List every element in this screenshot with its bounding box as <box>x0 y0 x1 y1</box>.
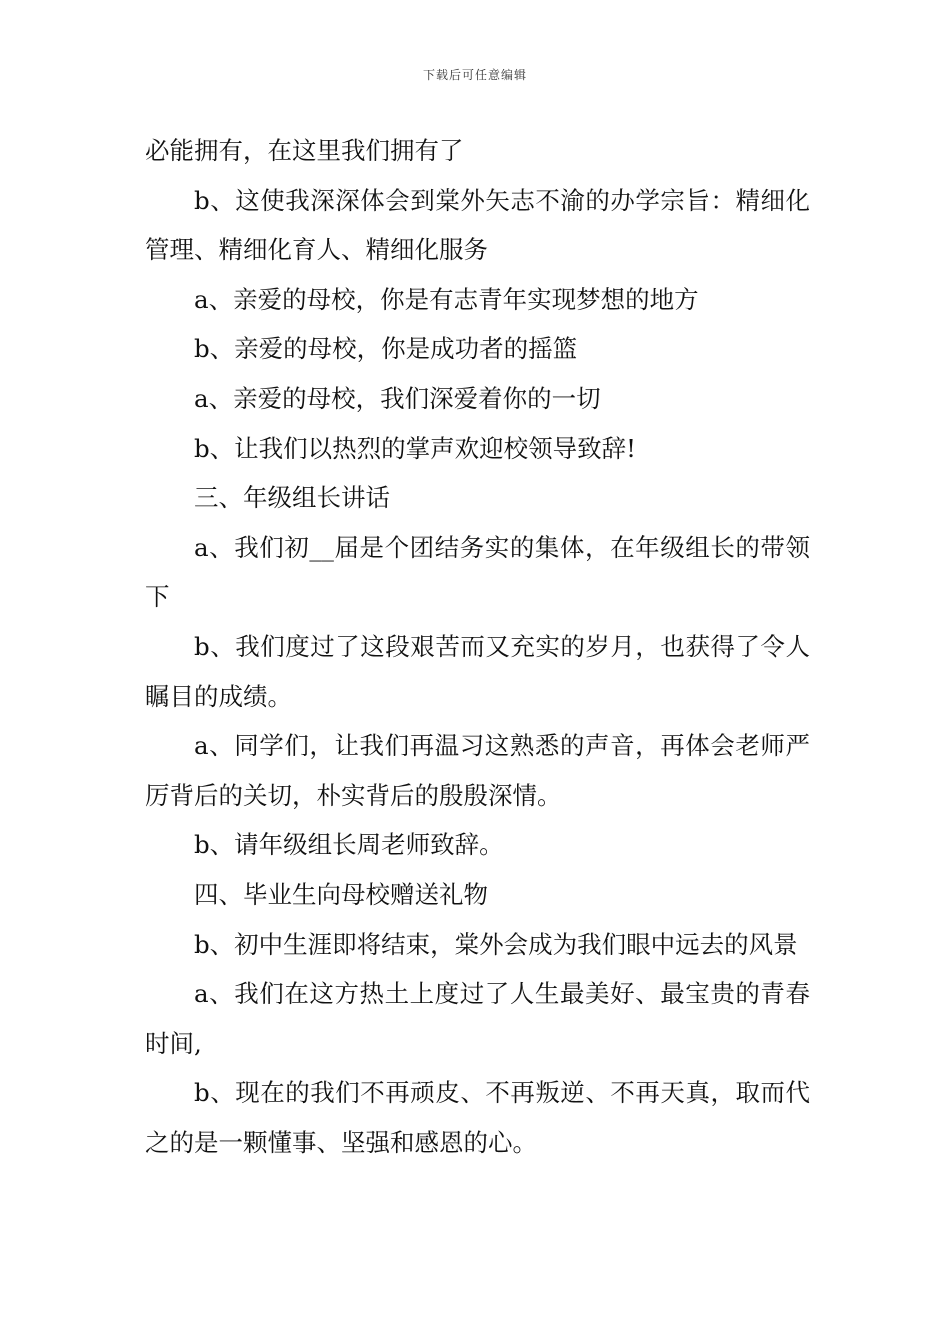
paragraph: b、亲爱的母校，你是成功者的摇篮 <box>194 334 578 364</box>
paragraph: b、请年级组长周老师致辞。 <box>194 830 504 860</box>
page-header: 下载后可任意编辑 <box>422 68 527 82</box>
paragraph: b、这使我深深体会到棠外矢志不渝的办学宗旨：精细化管理、精细化育人、精细化服务 <box>145 185 810 265</box>
paragraph: b、现在的我们不再顽皮、不再叛逆、不再天真，取而代之的是一颗懂事、坚强和感恩的心。 <box>145 1078 810 1157</box>
paragraph: a、我们在这方热土上度过了人生最美好、最宝贵的青春时间, <box>145 979 810 1058</box>
paragraph: a、同学们，让我们再温习这熟悉的声音，再体会老师严厉背后的关切，朴实背后的殷殷深情。 <box>145 731 810 810</box>
paragraph: a、我们初__届是个团结务实的集体，在年级组长的带领下 <box>145 532 810 612</box>
paragraph: b、让我们以热烈的掌声欢迎校领导致辞! <box>194 433 637 463</box>
section-heading: 三、年级组长讲话 <box>194 483 390 513</box>
document-body <box>145 126 810 1167</box>
paragraph: b、初中生涯即将结束，棠外会成为我们眼中远去的风景 <box>194 929 798 959</box>
paragraph: a、亲爱的母校，我们深爱着你的一切 <box>194 383 601 413</box>
paragraph: a、亲爱的母校，你是有志青年实现梦想的地方 <box>194 284 699 314</box>
section-heading: 四、毕业生向母校赠送礼物 <box>194 879 488 909</box>
paragraph: b、我们度过了这段艰苦而又充实的岁月，也获得了令人瞩目的成绩。 <box>145 631 810 711</box>
paragraph: 必能拥有，在这里我们拥有了 <box>145 136 464 165</box>
